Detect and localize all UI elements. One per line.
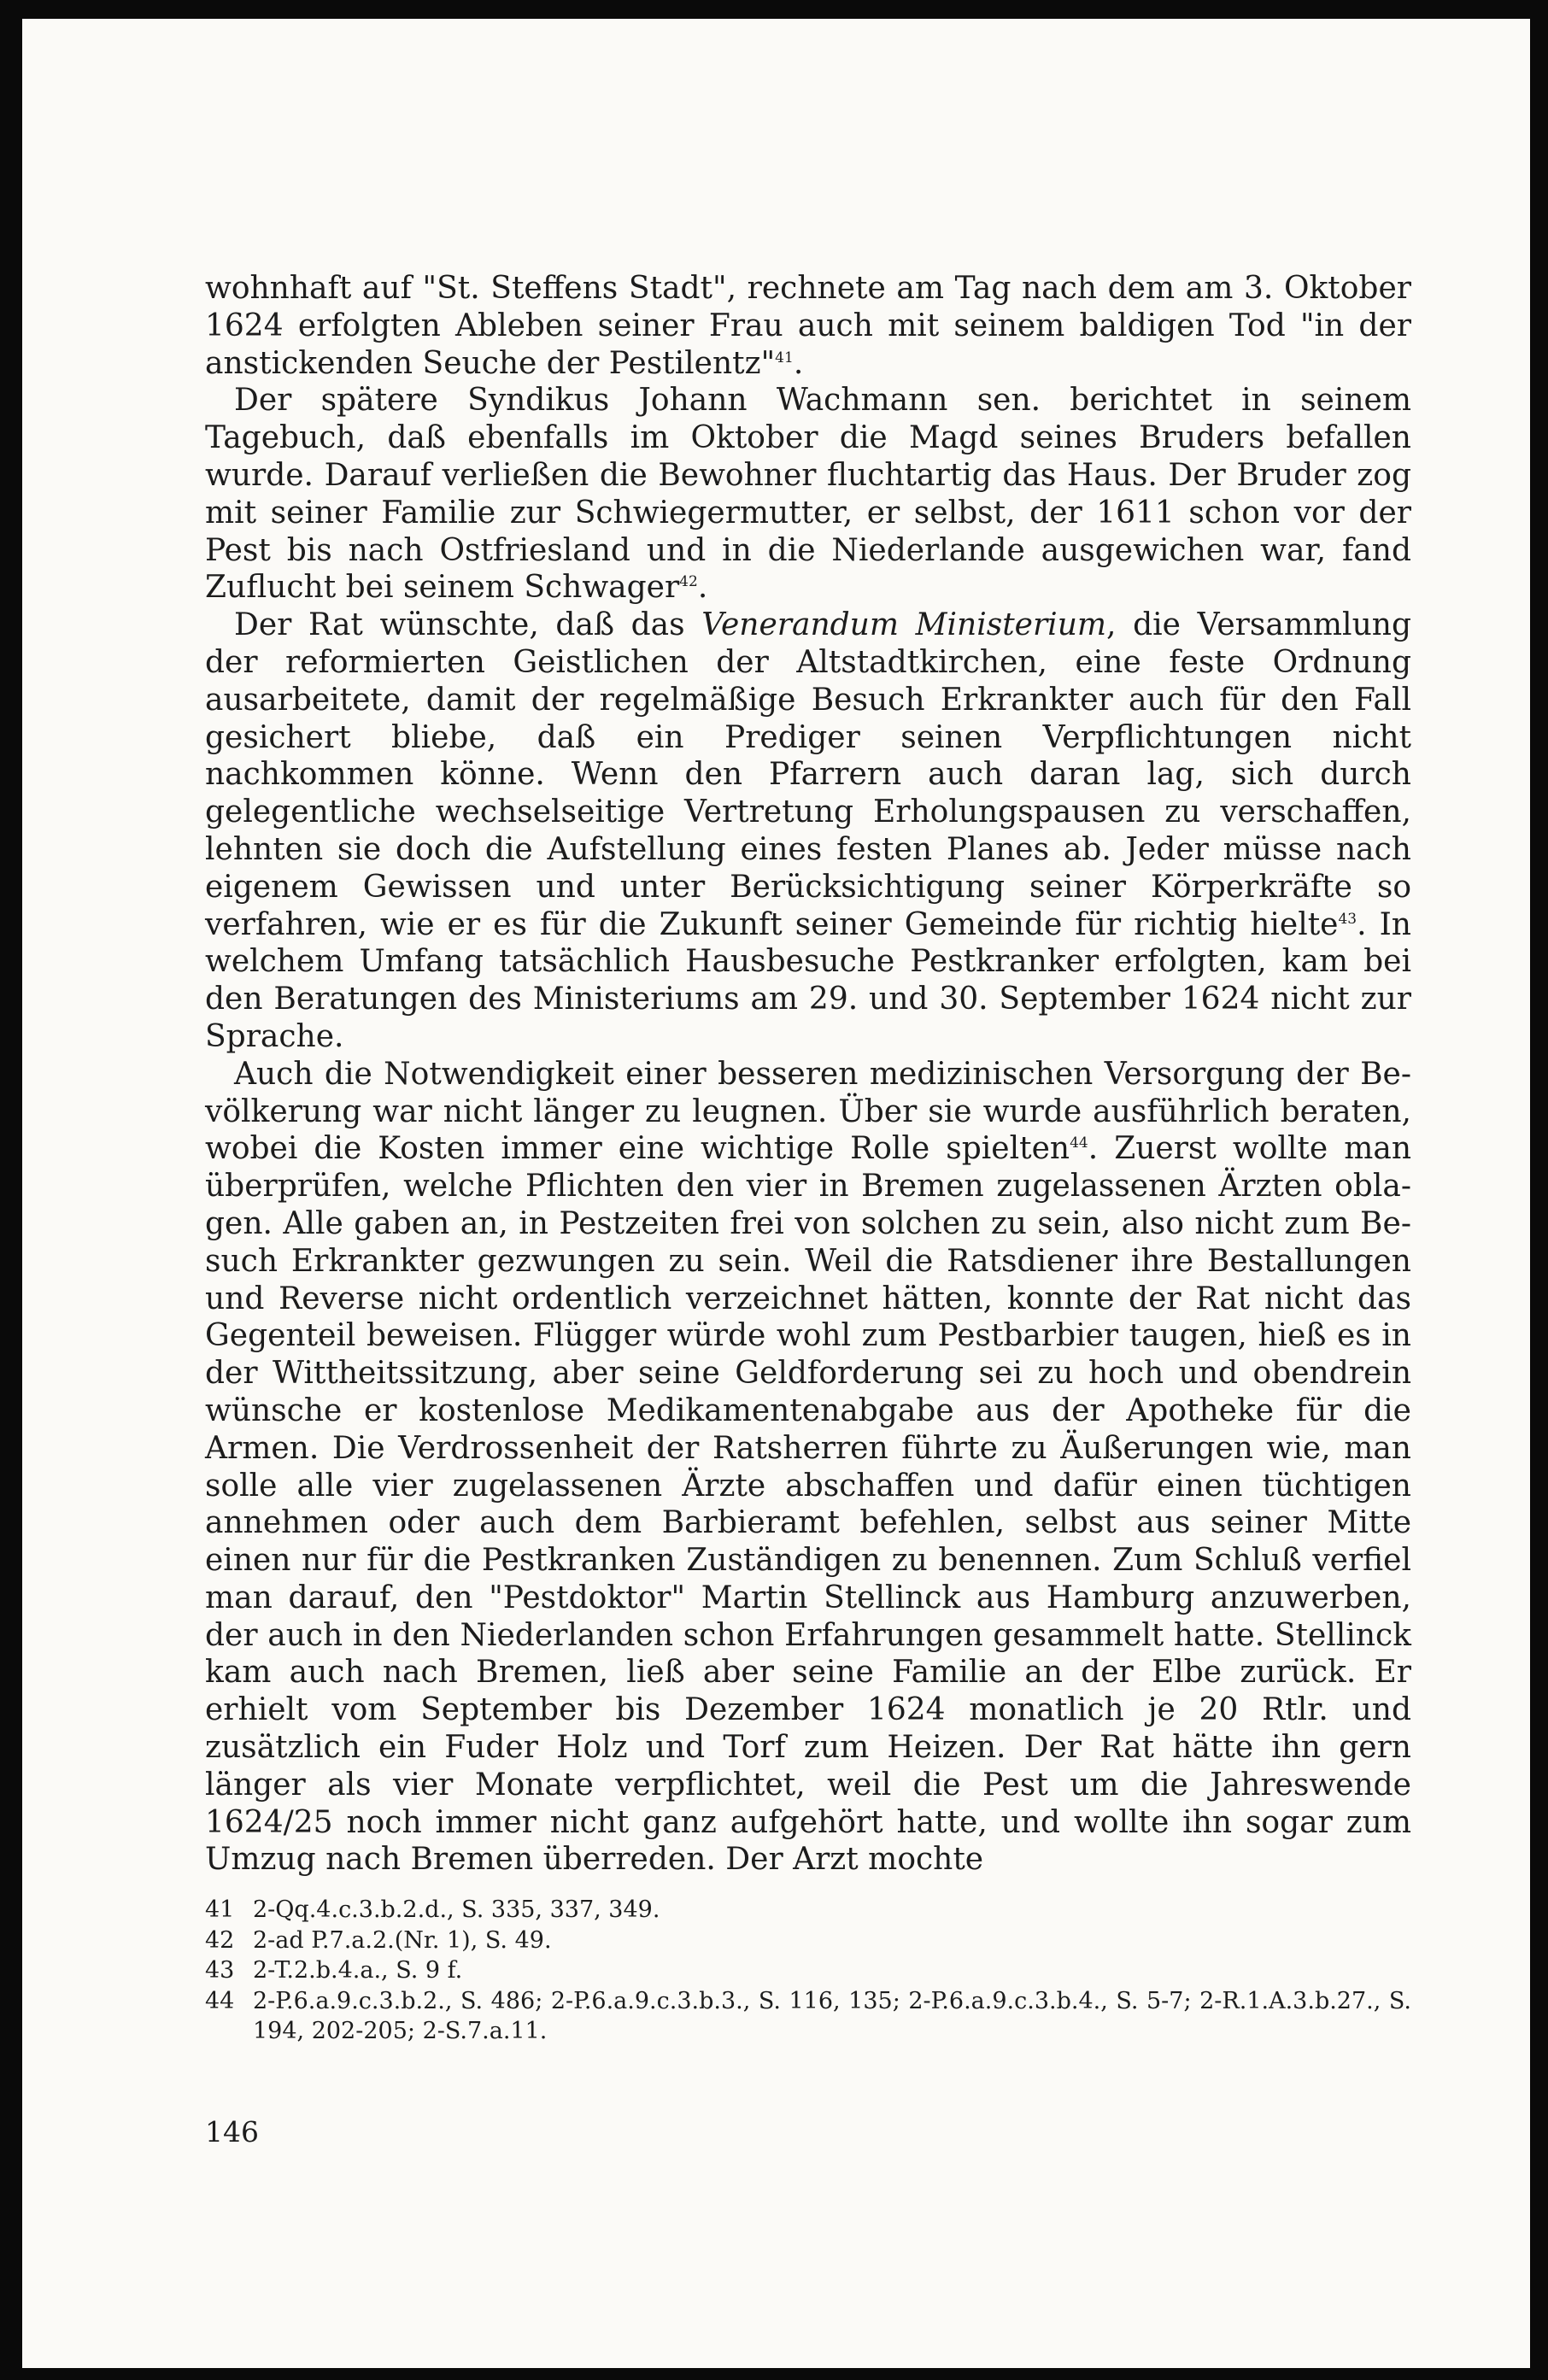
paragraph-text: . bbox=[793, 345, 804, 381]
paragraph-text: , die Versammlung der reformierten Geistlichen der Altstadtkirchen, eine feste Ordnung ausarbeitete, damit der regelmäßige Besuch Erkrankter auch für den Fall gesichert bliebe, daß ein Prediger seinen Verpflichtungen nicht nachkommen könne. Wenn den Pfarrern auch daran lag, sich durch gelegentliche wechselseitige Vertretung Erholungspausen zu verschaffen, lehnten sie doch die Aufstellung eines festen Planes ab. Jeder müsse nach eigenem Gewissen und unter Berücksichtigung seiner Körperkräfte so verfahren, wie er es für die Zukunft seiner Gemeinde für richtig hielte bbox=[205, 607, 1411, 942]
footnote-text: 2-Qq.4.c.3.b.2.d., S. 335, 337, 349. bbox=[253, 1896, 660, 1923]
paragraph-text: Der spätere Syndikus Johann Wachmann sen. berichtet in seinem Tagebuch, daß ebenfalls im Oktober die Magd seines Bruders befallen wurde. Darauf verließen die Bewohner fluchtartig das Haus. Der Bruder zog mit seiner Familie zur Schwiegermutter, er selbst, der 1611 schon vor der Pest bis nach Ostfriesland und in die Niederlande ausgewichen war, fand Zuflucht bei seinem Schwager bbox=[205, 383, 1411, 606]
footnote-marker: 43 bbox=[1338, 910, 1357, 928]
paragraph bbox=[205, 382, 1411, 607]
footnotes bbox=[205, 1895, 1411, 2047]
page-number: 146 bbox=[205, 2115, 259, 2148]
paragraph-text: wohnhaft auf "St. Steffens Stadt", rechnete am Tag nach dem am 3. Oktober 1624 erfolgten Ableben seiner Frau auch mit seinem baldigen Tod "in der anstickenden Seuche der Pestilentz" bbox=[205, 271, 1411, 381]
footnote bbox=[205, 1895, 1411, 1926]
body-text bbox=[205, 270, 1411, 1879]
footnote-text: 2-T.2.b.4.a., S. 9 f. bbox=[253, 1957, 463, 1984]
paragraph bbox=[205, 1056, 1411, 1879]
footnote-marker: 44 bbox=[1070, 1134, 1088, 1152]
italic-term: Venerandum Ministerium bbox=[701, 607, 1107, 643]
paragraph-text: . bbox=[697, 570, 708, 606]
footnote-number: 43 bbox=[205, 1957, 235, 1984]
paragraph-text: Auch die Notwendigkeit einer besseren medizinischen Versorgung der Bevölkerung war nicht länger zu leugnen. Über sie wurde ausführlich beraten, wobei die Kosten immer eine wichtige Rolle spielten bbox=[205, 1056, 1411, 1167]
footnote-marker: 41 bbox=[775, 349, 794, 366]
footnote-marker: 42 bbox=[679, 573, 698, 591]
paragraph-text: . In welchem Umfang tatsächlich Hausbesuche Pestkranker erfolgten, kam bei den Beratungen des Ministeriums am 29. und 30. September 1624 nicht zur Sprache. bbox=[205, 906, 1411, 1054]
paragraph-text: Der Rat wünschte, daß das bbox=[234, 607, 702, 643]
footnote-number: 44 bbox=[205, 1987, 235, 2014]
footnote-text: 2-P.6.a.9.c.3.b.2., S. 486; 2-P.6.a.9.c.3.b.3., S. 116, 135; 2-P.6.a.9.c.3.b.4., S. 5-7; 2-R.1.A.3.b.27., S. 194, 202-205; 2-S.7.a.11. bbox=[253, 1987, 1411, 2044]
paragraph bbox=[205, 607, 1411, 1056]
footnote-text: 2-ad P.7.a.2.(Nr. 1), S. 49. bbox=[253, 1926, 552, 1954]
footnote bbox=[205, 1955, 1411, 1986]
paragraph bbox=[205, 270, 1411, 382]
footnote-number: 42 bbox=[205, 1926, 235, 1954]
footnote bbox=[205, 1986, 1411, 2047]
footnote bbox=[205, 1926, 1411, 1956]
footnote-number: 41 bbox=[205, 1896, 235, 1923]
document-page bbox=[22, 19, 1530, 2368]
paragraph-text: . Zuerst wollte man überprüfen, welche Pflichten den vier in Bremen zugelassenen Ärzten oblagen. Alle gaben an, in Pestzeiten frei von solchen zu sein, also nicht zum Besuch Erkrankter gezwungen zu sein. Weil die Ratsdiener ihre Bestallungen und Reverse nicht ordentlich verzeichnet hätten, konnte der Rat nicht das Gegenteil beweisen. Flügger würde wohl zum Pestbarbier taugen, hieß es in der Wittheitssitzung, aber seine Geldforderung sei zu hoch und obendrein wünsche er kostenlose Medikamentenabgabe aus der Apotheke für die Armen. Die Verdrossenheit der Ratsherren führte zu Äußerungen wie, man solle alle vier zugelassenen Ärzte abschaffen und dafür einen tüchtigen annehmen oder auch dem Barbieramt befehlen, selbst aus seiner Mitte einen nur für die Pestkranken Zuständigen zu benennen. Zum Schluß verfiel man darauf, den "Pestdoktor" Martin Stellinck aus Hamburg anzuwerben, der auch in den Niederlanden schon Erfahrungen gesammelt hatte. Stellinck kam auch nach Bremen, ließ aber seine Familie an der Elbe zurück. Er erhielt vom September bis Dezember 1624 monatlich je 20 Rtlr. und zusätzlich ein Fuder Holz und Torf zum Heizen. Der Rat hätte ihn gern länger als vier Monate verpflichtet, weil die Pest um die Jahreswende 1624/25 noch immer nicht ganz aufgehört hatte, und wollte ihn sogar zum Umzug nach Bremen überreden. Der Arzt mochte bbox=[205, 1131, 1412, 1878]
